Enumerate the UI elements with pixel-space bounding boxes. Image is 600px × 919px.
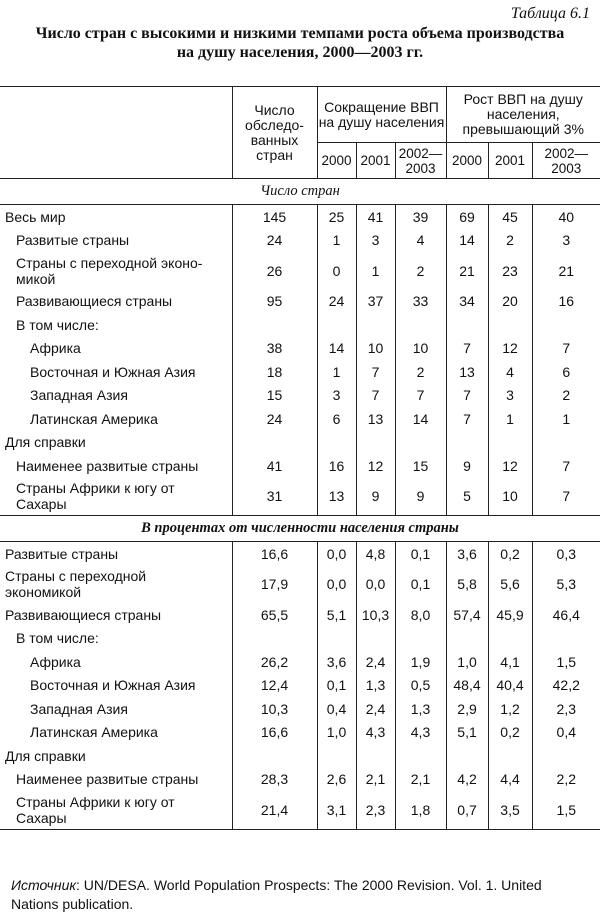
row-label: Страны с переходной экономикой [5, 568, 147, 600]
value-cell-0: 31 [232, 478, 317, 516]
row-label: Развитые страны [5, 545, 119, 562]
table-row [0, 228, 600, 252]
value-cell-3: 9 [395, 478, 446, 516]
value-cell-2: 7 [356, 360, 395, 384]
value-cell-5: 20 [488, 290, 532, 314]
value-cell-4: 7 [446, 407, 488, 431]
value-cell-6 [532, 431, 600, 455]
value-cell-3: 1,8 [395, 791, 446, 829]
value-cell-3: 10 [395, 337, 446, 361]
value-cell-5: 12 [488, 454, 532, 478]
value-cell-6: 40 [532, 205, 600, 229]
source-footnote [11, 876, 591, 914]
value-cell-2: 37 [356, 290, 395, 314]
value-cell-2: 1 [356, 252, 395, 290]
table-row [0, 674, 600, 698]
value-cell-1: 25 [317, 205, 356, 229]
value-cell-3: 2 [395, 252, 446, 290]
row-label: Западная Азия [30, 387, 128, 404]
value-cell-3: 8,0 [395, 603, 446, 627]
row-label: Для справки [5, 434, 86, 451]
value-cell-1: 1,0 [317, 721, 356, 745]
value-cell-1: 3 [317, 384, 356, 408]
value-cell-5: 4,4 [488, 768, 532, 792]
value-cell-3: 14 [395, 407, 446, 431]
value-cell-5: 1,2 [488, 697, 532, 721]
data-table [0, 86, 600, 830]
value-cell-2: 9 [356, 478, 395, 516]
value-cell-0 [232, 313, 317, 337]
value-cell-4: 7 [446, 384, 488, 408]
header-countries-surveyed: Число обследо- ванных стран [232, 87, 317, 179]
table-row [0, 360, 600, 384]
value-cell-5: 45 [488, 205, 532, 229]
value-cell-1: 0,1 [317, 674, 356, 698]
value-cell-5: 12 [488, 337, 532, 361]
value-cell-4: 1,0 [446, 650, 488, 674]
value-cell-3: 2,1 [395, 768, 446, 792]
value-cell-5 [488, 431, 532, 455]
value-cell-5 [488, 313, 532, 337]
value-cell-0: 24 [232, 407, 317, 431]
table-row [0, 627, 600, 651]
row-label: Африка [30, 653, 81, 670]
table-row [0, 290, 600, 314]
value-cell-2: 4,3 [356, 721, 395, 745]
value-cell-6: 1 [532, 407, 600, 431]
value-cell-1: 6 [317, 407, 356, 431]
section-title: В процентах от численности населения страны [0, 516, 600, 542]
value-cell-6: 2 [532, 384, 600, 408]
value-cell-0: 26,2 [232, 650, 317, 674]
table-row [0, 252, 600, 290]
value-cell-0: 28,3 [232, 768, 317, 792]
value-cell-4 [446, 431, 488, 455]
table-title [20, 24, 580, 62]
header-year-1: 2001 [356, 143, 395, 179]
value-cell-3: 0,5 [395, 674, 446, 698]
value-cell-6: 46,4 [532, 603, 600, 627]
table-row [0, 205, 600, 229]
header-year-3: 2000 [446, 143, 488, 179]
row-label: Страны Африки к югу от Сахары [16, 480, 175, 513]
value-cell-5: 45,9 [488, 603, 532, 627]
value-cell-6: 5,3 [532, 565, 600, 603]
value-cell-2: 10,3 [356, 603, 395, 627]
value-cell-3: 2 [395, 360, 446, 384]
value-cell-4 [446, 313, 488, 337]
value-cell-5: 40,4 [488, 674, 532, 698]
value-cell-6: 3 [532, 228, 600, 252]
row-label: Африка [30, 340, 81, 357]
value-cell-5: 3,5 [488, 791, 532, 829]
value-cell-5: 5,6 [488, 565, 532, 603]
row-label: Латинская Америка [30, 724, 158, 741]
value-cell-1: 0,4 [317, 697, 356, 721]
table-row [0, 697, 600, 721]
header-gdp-growth: Рост ВВП на душу населения, превышающий 3% [446, 87, 600, 143]
value-cell-2: 4,8 [356, 542, 395, 566]
table-row [0, 744, 600, 768]
value-cell-3: 7 [395, 384, 446, 408]
value-cell-1: 24 [317, 290, 356, 314]
table-row [0, 791, 600, 829]
source-label: Источник [11, 877, 77, 893]
value-cell-5: 2 [488, 228, 532, 252]
value-cell-2: 7 [356, 384, 395, 408]
value-cell-4: 14 [446, 228, 488, 252]
value-cell-3: 33 [395, 290, 446, 314]
value-cell-4: 0,7 [446, 791, 488, 829]
value-cell-1: 2,6 [317, 768, 356, 792]
value-cell-2 [356, 431, 395, 455]
value-cell-1: 16 [317, 454, 356, 478]
value-cell-0: 15 [232, 384, 317, 408]
value-cell-5: 4,1 [488, 650, 532, 674]
value-cell-4: 13 [446, 360, 488, 384]
value-cell-6: 1,5 [532, 791, 600, 829]
value-cell-2: 2,4 [356, 650, 395, 674]
value-cell-1: 0,0 [317, 565, 356, 603]
row-label: В том числе: [16, 316, 99, 333]
value-cell-3 [395, 627, 446, 651]
value-cell-5 [488, 627, 532, 651]
value-cell-6: 7 [532, 478, 600, 516]
value-cell-4: 21 [446, 252, 488, 290]
row-label: Страны Африки к югу от Сахары [0, 791, 232, 829]
value-cell-4: 2,9 [446, 697, 488, 721]
value-cell-5: 3 [488, 384, 532, 408]
value-cell-4: 69 [446, 205, 488, 229]
value-cell-6: 0,4 [532, 721, 600, 745]
header-year-0: 2000 [317, 143, 356, 179]
row-label: В том числе: [16, 630, 99, 647]
value-cell-1: 1 [317, 228, 356, 252]
table-row [0, 431, 600, 455]
row-label: Латинская Америка [30, 410, 158, 427]
value-cell-3: 1,9 [395, 650, 446, 674]
value-cell-2: 12 [356, 454, 395, 478]
value-cell-6 [532, 313, 600, 337]
value-cell-3 [395, 431, 446, 455]
table-row [0, 542, 600, 566]
source-text: : UN/DESA. World Population Prospects: The 2000 Revision. Vol. 1. United Nations publication. [11, 877, 542, 912]
value-cell-2 [356, 627, 395, 651]
header-empty-cell [0, 87, 232, 179]
title-line-2: на душу населения, 2000—2003 гг. [176, 44, 424, 61]
value-cell-1 [317, 627, 356, 651]
table-row [0, 721, 600, 745]
value-cell-1 [317, 313, 356, 337]
value-cell-4: 5,1 [446, 721, 488, 745]
value-cell-0: 38 [232, 337, 317, 361]
value-cell-6: 6 [532, 360, 600, 384]
value-cell-1: 14 [317, 337, 356, 361]
value-cell-1: 1 [317, 360, 356, 384]
value-cell-3: 15 [395, 454, 446, 478]
table-number: Таблица 6.1 [510, 5, 590, 22]
value-cell-5: 0,2 [488, 542, 532, 566]
table-row [0, 650, 600, 674]
table-row [0, 603, 600, 627]
table-row [0, 337, 600, 361]
row-label: Весь мир [5, 208, 66, 225]
value-cell-3 [395, 744, 446, 768]
value-cell-5: 0,2 [488, 721, 532, 745]
value-cell-0: 24 [232, 228, 317, 252]
value-cell-2: 13 [356, 407, 395, 431]
value-cell-2 [356, 744, 395, 768]
value-cell-6: 1,5 [532, 650, 600, 674]
value-cell-6: 42,2 [532, 674, 600, 698]
value-cell-0: 17,9 [232, 565, 317, 603]
value-cell-4: 48,4 [446, 674, 488, 698]
value-cell-3: 39 [395, 205, 446, 229]
table-row [0, 407, 600, 431]
value-cell-4: 9 [446, 454, 488, 478]
value-cell-6: 0,3 [532, 542, 600, 566]
header-year-5: 2002— 2003 [532, 143, 600, 179]
value-cell-0: 18 [232, 360, 317, 384]
value-cell-6: 7 [532, 454, 600, 478]
value-cell-4 [446, 627, 488, 651]
row-label: Развивающиеся страны [16, 293, 173, 310]
value-cell-6: 21 [532, 252, 600, 290]
value-cell-2 [356, 313, 395, 337]
value-cell-5: 4 [488, 360, 532, 384]
value-cell-6: 16 [532, 290, 600, 314]
value-cell-0: 41 [232, 454, 317, 478]
value-cell-3: 4,3 [395, 721, 446, 745]
value-cell-0: 12,4 [232, 674, 317, 698]
value-cell-2: 3 [356, 228, 395, 252]
value-cell-3: 4 [395, 228, 446, 252]
value-cell-4: 5,8 [446, 565, 488, 603]
value-cell-3 [395, 313, 446, 337]
table-row [0, 478, 600, 516]
title-line-1: Число стран с высокими и низкими темпами роста объема производства [35, 25, 565, 42]
table-row [0, 454, 600, 478]
value-cell-4: 4,2 [446, 768, 488, 792]
row-label: Наименее развитые страны [16, 771, 199, 788]
value-cell-6 [532, 744, 600, 768]
value-cell-2: 10 [356, 337, 395, 361]
header-year-2: 2002— 2003 [395, 143, 446, 179]
row-label: Развивающиеся страны [5, 606, 162, 623]
value-cell-0: 145 [232, 205, 317, 229]
value-cell-4: 3,6 [446, 542, 488, 566]
value-cell-0: 16,6 [232, 721, 317, 745]
value-cell-2: 2,1 [356, 768, 395, 792]
value-cell-0: 21,4 [232, 791, 317, 829]
row-label: Восточная и Южная Азия [30, 363, 196, 380]
value-cell-1: 13 [317, 478, 356, 516]
value-cell-0: 95 [232, 290, 317, 314]
header-gdp-decline: Сокращение ВВП на душу населения [317, 87, 446, 143]
section-title: Число стран [0, 179, 600, 205]
value-cell-6 [532, 627, 600, 651]
value-cell-4 [446, 744, 488, 768]
value-cell-1: 5,1 [317, 603, 356, 627]
row-label: Развитые страны [16, 231, 130, 248]
row-label: Восточная и Южная Азия [30, 677, 196, 694]
value-cell-3: 0,1 [395, 542, 446, 566]
value-cell-2: 1,3 [356, 674, 395, 698]
value-cell-4: 7 [446, 337, 488, 361]
value-cell-3: 0,1 [395, 565, 446, 603]
value-cell-4: 5 [446, 478, 488, 516]
header-year-4: 2001 [488, 143, 532, 179]
value-cell-1 [317, 431, 356, 455]
value-cell-2: 41 [356, 205, 395, 229]
value-cell-0 [232, 744, 317, 768]
value-cell-0 [232, 627, 317, 651]
row-label: Для справки [5, 747, 86, 764]
value-cell-1: 3,1 [317, 791, 356, 829]
row-label: Страны с переходной эконо- микой [16, 254, 203, 287]
table-row [0, 313, 600, 337]
table-row [0, 768, 600, 792]
value-cell-6: 7 [532, 337, 600, 361]
value-cell-1: 0,0 [317, 542, 356, 566]
value-cell-5: 23 [488, 252, 532, 290]
value-cell-0: 10,3 [232, 697, 317, 721]
value-cell-3: 1,3 [395, 697, 446, 721]
table-row [0, 384, 600, 408]
row-label: Наименее развитые страны [16, 457, 199, 474]
value-cell-0: 26 [232, 252, 317, 290]
value-cell-0 [232, 431, 317, 455]
value-cell-5 [488, 744, 532, 768]
value-cell-2: 0,0 [356, 565, 395, 603]
value-cell-6: 2,3 [532, 697, 600, 721]
value-cell-2: 2,3 [356, 791, 395, 829]
value-cell-1: 0 [317, 252, 356, 290]
value-cell-4: 57,4 [446, 603, 488, 627]
value-cell-2: 2,4 [356, 697, 395, 721]
value-cell-6: 2,2 [532, 768, 600, 792]
value-cell-4: 34 [446, 290, 488, 314]
row-label: Западная Азия [30, 700, 128, 717]
value-cell-0: 16,6 [232, 542, 317, 566]
value-cell-5: 10 [488, 478, 532, 516]
value-cell-0: 65,5 [232, 603, 317, 627]
value-cell-1: 3,6 [317, 650, 356, 674]
value-cell-1 [317, 744, 356, 768]
table-row [0, 565, 600, 603]
value-cell-5: 1 [488, 407, 532, 431]
